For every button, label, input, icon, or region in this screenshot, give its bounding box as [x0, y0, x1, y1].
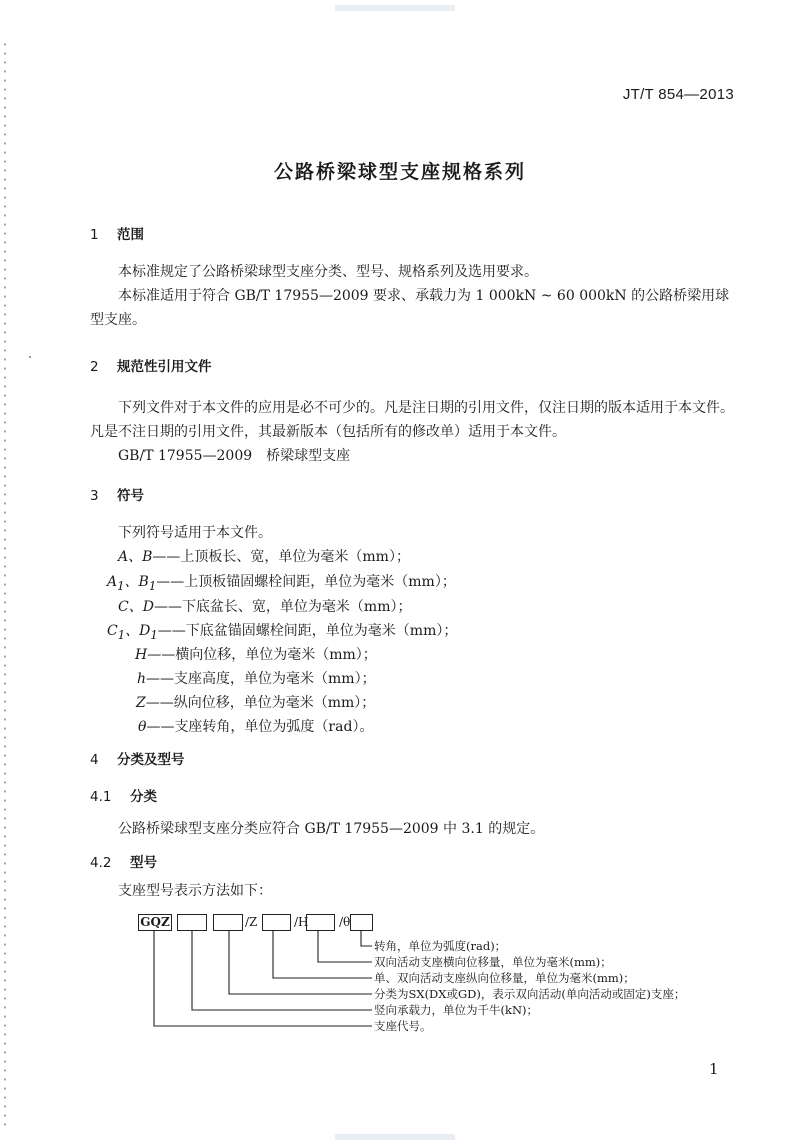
symbol-description: ——支座转角，单位为弧度（rad）。	[146, 719, 374, 735]
watermark-top	[335, 5, 455, 11]
symbol-row	[136, 692, 375, 712]
section-2-reference: GB/T 17955—2009 桥梁球型支座	[118, 448, 351, 464]
symbol-row	[135, 644, 377, 664]
section-number: 3	[90, 488, 99, 504]
label-transverse-displacement: 双向活动支座横向位移量，单位为毫米(mm)；	[374, 955, 612, 969]
classification-box	[213, 914, 243, 931]
section-title: 分类及型号	[117, 752, 185, 768]
label-bearing-code: 支座代号。	[374, 1019, 432, 1033]
section-title: 规范性引用文件	[117, 359, 212, 375]
symbol: $A_1$、$B_1$	[107, 574, 157, 593]
section-1-paragraph-1: 本标准规定了公路桥梁球型支座分类、型号、规格系列及选用要求。	[118, 264, 538, 280]
symbol-description: ——下底盆长、宽，单位为毫米（mm）；	[153, 599, 412, 615]
separator-h: /H	[294, 915, 309, 929]
symbol-description: ——下底盆锚固螺栓间距，单位为毫米（mm）；	[157, 623, 458, 639]
section-title: 型号	[130, 855, 157, 871]
section-number: 4.2	[90, 855, 112, 871]
symbol: Z	[136, 695, 146, 711]
section-1-paragraph-2: 本标准适用于符合 GB/T 17955—2009 要求、承载力为 1 000kN ~ 60 000kN 的公路桥梁用球型支座。	[90, 288, 730, 328]
separator-z: /Z	[245, 915, 258, 929]
section-4-1-heading	[90, 785, 157, 805]
watermark-bottom	[335, 1134, 455, 1140]
page-title: 公路桥梁球型支座规格系列	[273, 161, 526, 183]
symbol-description: ——上顶板长、宽，单位为毫米（mm）；	[152, 549, 410, 565]
binding-margin-dots	[3, 40, 7, 1130]
load-capacity-box	[177, 914, 207, 931]
symbol-description: ——上顶板锚固螺栓间距，单位为毫米（mm）；	[156, 574, 456, 590]
label-longitudinal-displacement: 单、双向活动支座纵向位移量，单位为毫米(mm)；	[374, 971, 635, 985]
symbol: $C_1$、$D_1$	[107, 623, 158, 642]
section-4-2-heading	[90, 851, 157, 871]
section-4-2-text: 支座型号表示方法如下：	[118, 883, 272, 899]
symbol-row	[138, 716, 373, 736]
symbol-row	[118, 546, 410, 566]
section-3-intro: 下列符号适用于本文件。	[118, 525, 272, 541]
symbol-row	[107, 571, 456, 593]
section-4-1-text: 公路桥梁球型支座分类应符合 GB/T 17955—2009 中 3.1 的规定。	[118, 821, 545, 837]
section-number: 4	[90, 752, 99, 768]
symbol: θ	[138, 719, 147, 735]
symbol-description: ——横向位移，单位为毫米（mm）；	[147, 647, 377, 663]
section-number: 1	[90, 227, 99, 243]
symbol: h	[137, 671, 147, 687]
label-vertical-load: 竖向承载力，单位为千牛(kN)；	[374, 1003, 539, 1017]
symbol: H	[135, 647, 148, 663]
longitudinal-displacement-box	[262, 914, 291, 931]
rotation-box	[350, 914, 373, 931]
section-number: 4.1	[90, 789, 112, 805]
scan-speck	[29, 356, 31, 358]
separator-theta: /θ	[339, 915, 351, 929]
section-title: 符号	[117, 488, 144, 504]
symbol-row	[118, 596, 412, 616]
section-2-paragraph: 下列文件对于本文件的应用是必不可少的。凡是注日期的引用文件，仅注日期的版本适用于本文件。凡是不注日期的引用文件，其最新版本（包括所有的修改单）适用于本文件。	[90, 400, 734, 440]
section-1-heading	[90, 223, 144, 243]
section-4-heading	[90, 748, 185, 768]
symbol: A、B	[118, 549, 153, 565]
section-3-heading	[90, 484, 144, 504]
section-title: 分类	[130, 789, 157, 805]
symbol-row	[137, 668, 376, 688]
symbol-row	[107, 620, 457, 642]
code-box: GQZ	[138, 914, 172, 931]
section-number: 2	[90, 359, 99, 375]
page-number: 1	[709, 1060, 719, 1078]
section-title: 范围	[117, 227, 144, 243]
label-rotation: 转角，单位为弧度(rad)；	[374, 939, 507, 953]
symbol-description: ——支座高度，单位为毫米（mm）；	[146, 671, 376, 687]
transverse-displacement-box	[306, 914, 335, 931]
symbol-description: ——纵向位移，单位为毫米（mm）；	[145, 695, 376, 711]
symbol: C、D	[118, 599, 154, 615]
section-2-heading	[90, 355, 212, 375]
label-classification: 分类为SX(DX或GD)，表示双向活动(单向活动或固定)支座；	[374, 987, 686, 1001]
document-code: JT/T 854—2013	[622, 86, 734, 103]
